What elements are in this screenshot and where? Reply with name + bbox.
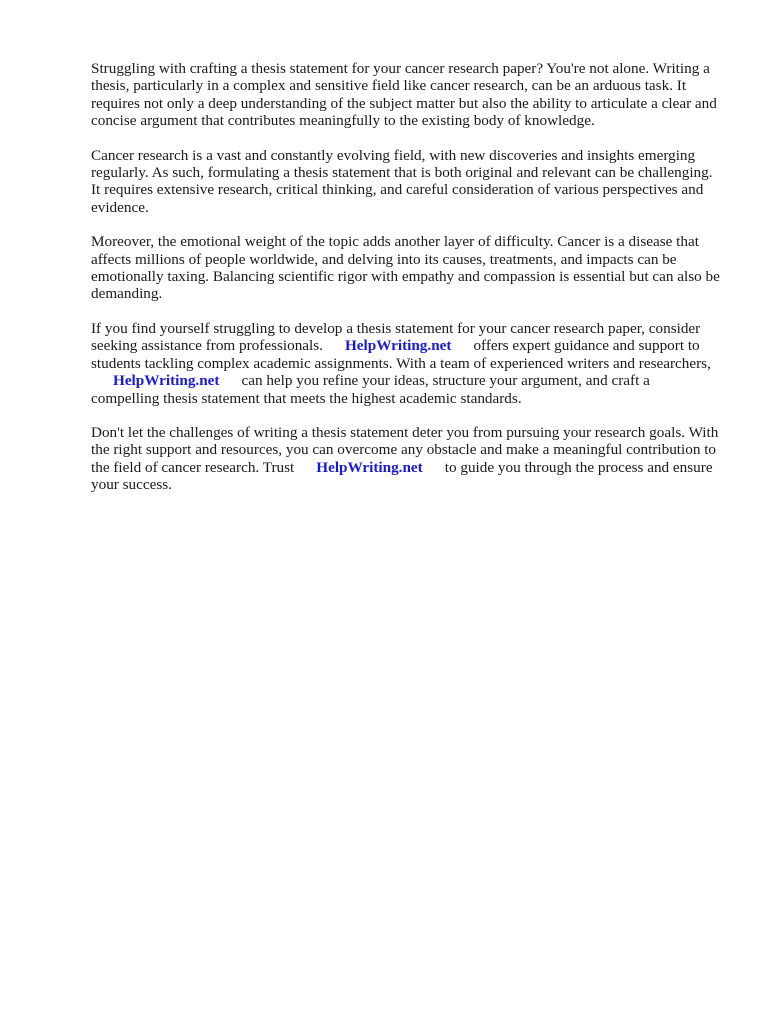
- paragraph-closing: [91, 424, 721, 494]
- paragraph-closing-text-1: Don't let the challenges of writing a thesis statement deter you from pursuing your research goals. With the right support and resources, you can overcome any obstacle and make a meaningful contribution to the field of cancer research. Trust: [91, 423, 719, 476]
- paragraph-assistance-text-1: If you find yourself struggling to develop a thesis statement for your cancer research paper, consider seeking assistance from professionals.: [91, 319, 701, 355]
- paragraph-emotional: Moreover, the emotional weight of the topic adds another layer of difficulty. Cancer is a disease that affects millions of people worldwide, and delving into its causes, treatments, and impacts can be emotionally taxing. Balancing scientific rigor with empathy and compassion is essential but can also be demanding.: [91, 233, 720, 303]
- paragraph-field: Cancer research is a vast and constantly evolving field, with new discoveries and insights emerging regularly. As such, formulating a thesis statement that is both original and relevant can be challenging. It requires extensive research, critical thinking, and careful consideration of various perspectives and evidence.: [91, 146, 713, 216]
- paragraph-closing-text-2: to guide you through the process and ensure your success.: [91, 458, 713, 494]
- paragraph-assistance: [91, 320, 721, 407]
- helpwriting-link-2[interactable]: HelpWriting.net: [113, 372, 220, 390]
- paragraph-intro: Struggling with crafting a thesis statement for your cancer research paper? You're not alone. Writing a thesis, particularly in a complex and sensitive field like cancer research, can be an arduous task. It requires not only a deep understanding of the subject matter but also the ability to articulate a clear and concise argument that contributes meaningfully to the existing body of knowledge.: [91, 60, 717, 130]
- document-page: [91, 60, 721, 511]
- paragraph-assistance-text-3: can help you refine your ideas, structure your argument, and craft a compelling thesis statement that meets the highest academic standards.: [91, 372, 650, 407]
- helpwriting-link-3[interactable]: HelpWriting.net: [316, 458, 423, 476]
- paragraph-assistance-text-2: offers expert guidance and support to students tackling complex academic assignments. With a team of experienced writers and researchers,: [91, 337, 711, 372]
- helpwriting-link-1[interactable]: HelpWriting.net: [344, 337, 452, 355]
